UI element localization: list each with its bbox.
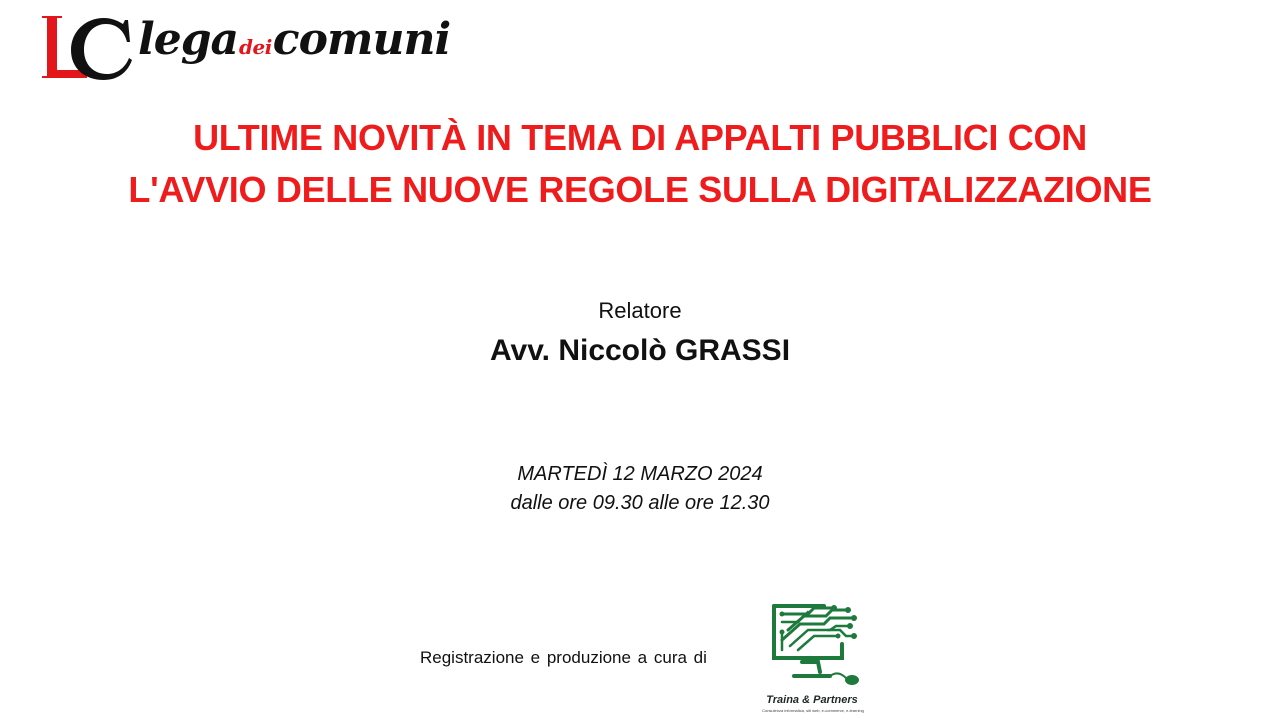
traina-partners-logo xyxy=(750,600,880,718)
production-credit: Registrazione e produzione a cura di xyxy=(420,648,707,667)
event-title-line-1: ULTIME NOVITÀ IN TEMA DI APPALTI PUBBLICI CON xyxy=(193,117,1087,158)
lc-logo-mark xyxy=(40,12,136,82)
speaker-label: Relatore xyxy=(598,298,682,323)
event-title-line-2: L'AVVIO DELLE NUOVE REGOLE SULLA DIGITALIZZAZIONE xyxy=(128,169,1152,210)
logo-word-comuni: comuni xyxy=(272,14,451,65)
partner-name: Traina & Partners xyxy=(766,694,858,706)
lega-dei-comuni-logo xyxy=(40,12,451,84)
event-time: dalle ore 09.30 alle ore 12.30 xyxy=(510,492,770,514)
event-schedule xyxy=(0,460,1280,518)
logo-wordmark xyxy=(138,14,451,65)
logo-word-lega: lega xyxy=(138,14,238,65)
logo-word-dei: dei xyxy=(238,35,272,59)
event-title xyxy=(0,112,1280,216)
speaker-name: Avv. Niccolò GRASSI xyxy=(489,334,791,367)
event-date: MARTEDÌ 12 MARZO 2024 xyxy=(517,463,763,485)
computer-circuit-icon xyxy=(768,600,862,692)
partner-tagline: Consulenza informatica, siti web, e-commerce, e-learning xyxy=(762,708,864,713)
